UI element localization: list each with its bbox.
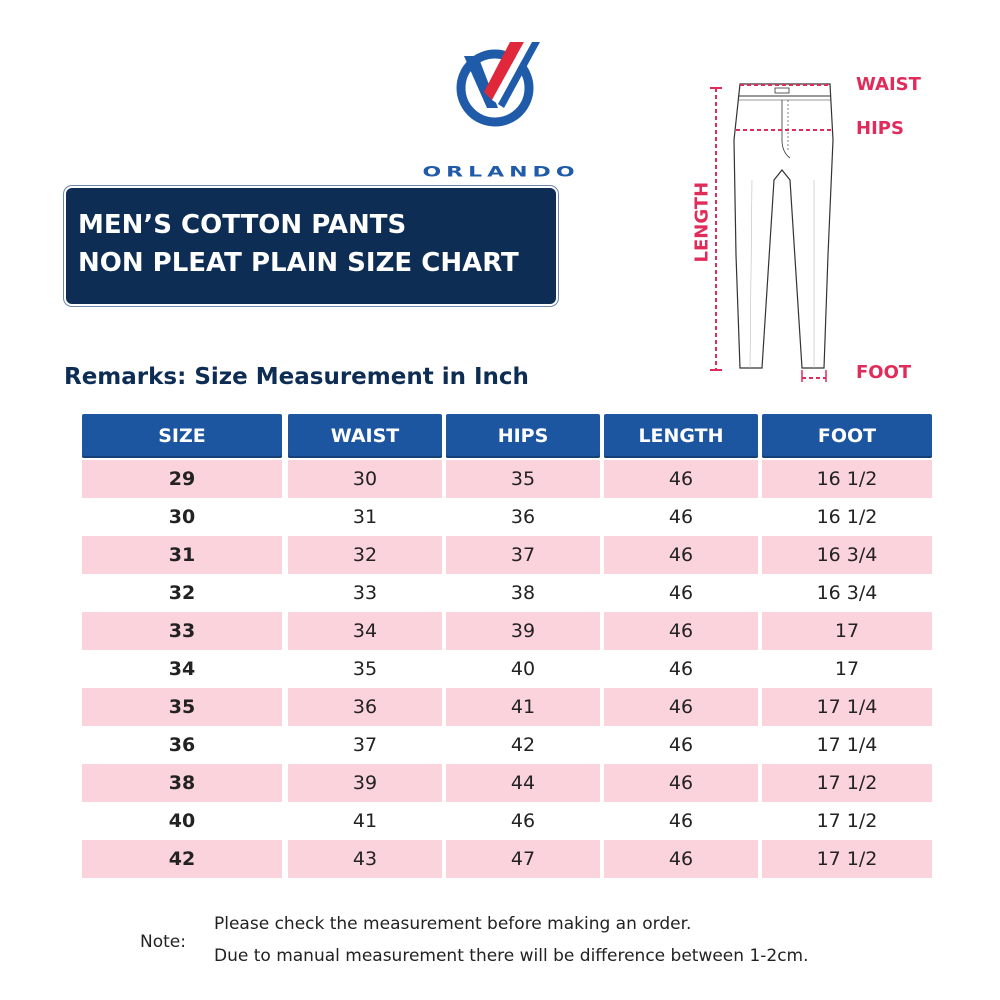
header-foot: FOOT xyxy=(762,414,932,458)
cell-hips: 41 xyxy=(446,688,600,726)
cell-size: 42 xyxy=(82,840,282,878)
remarks-text: Remarks: Size Measurement in Inch xyxy=(64,364,529,390)
title-banner xyxy=(66,188,556,304)
cell-waist: 31 xyxy=(352,506,378,528)
brand-name: ORLANDO xyxy=(422,164,580,181)
cell-size: 31 xyxy=(82,536,282,574)
header-hips: HIPS xyxy=(446,414,600,458)
cell-foot: 16 3/4 xyxy=(816,582,878,604)
cell-waist: 35 xyxy=(352,658,378,680)
foot-label: FOOT xyxy=(856,362,912,383)
cell-size: 32 xyxy=(168,582,196,604)
cell-waist: 30 xyxy=(288,460,442,498)
cell-length: 46 xyxy=(604,764,758,802)
cell-hips: 37 xyxy=(446,536,600,574)
cell-foot: 16 3/4 xyxy=(762,536,932,574)
title-line-2: NON PLEAT PLAIN SIZE CHART xyxy=(78,248,519,278)
cell-waist: 33 xyxy=(352,582,378,604)
cell-hips: 47 xyxy=(446,840,600,878)
cell-foot: 16 1/2 xyxy=(816,506,878,528)
cell-hips: 39 xyxy=(446,612,600,650)
cell-length: 46 xyxy=(668,734,694,756)
cell-foot: 17 1/4 xyxy=(762,688,932,726)
cell-size: 38 xyxy=(82,764,282,802)
cell-size: 40 xyxy=(168,810,196,832)
note-label: Note: xyxy=(140,932,186,952)
cell-waist: 37 xyxy=(352,734,378,756)
cell-hips: 46 xyxy=(510,810,536,832)
cell-length: 46 xyxy=(668,658,694,680)
hips-label: HIPS xyxy=(856,118,904,139)
waist-label: WAIST xyxy=(856,74,921,95)
header-size: SIZE xyxy=(82,414,282,458)
cell-length: 46 xyxy=(604,536,758,574)
cell-foot: 17 xyxy=(762,612,932,650)
cell-size: 35 xyxy=(82,688,282,726)
cell-foot: 16 1/2 xyxy=(762,460,932,498)
cell-waist: 41 xyxy=(352,810,378,832)
cell-size: 36 xyxy=(168,734,196,756)
note-line-2: Due to manual measurement there will be difference between 1-2cm. xyxy=(214,946,809,966)
cell-foot: 17 1/2 xyxy=(816,810,878,832)
title-line-1: MEN’S COTTON PANTS xyxy=(78,210,407,240)
cell-length: 46 xyxy=(668,810,694,832)
cell-foot: 17 1/4 xyxy=(816,734,878,756)
header-length: LENGTH xyxy=(604,414,758,458)
cell-hips: 42 xyxy=(510,734,536,756)
cell-hips: 36 xyxy=(510,506,536,528)
header-waist: WAIST xyxy=(288,414,442,458)
orlando-logo-mark xyxy=(360,38,640,148)
cell-waist: 34 xyxy=(288,612,442,650)
cell-length: 46 xyxy=(604,460,758,498)
cell-hips: 44 xyxy=(446,764,600,802)
cell-length: 46 xyxy=(604,840,758,878)
brand-logo xyxy=(360,38,640,181)
cell-waist: 43 xyxy=(288,840,442,878)
cell-size: 34 xyxy=(168,658,196,680)
cell-foot: 17 xyxy=(834,658,860,680)
length-label: LENGTH xyxy=(691,181,713,263)
cell-size: 33 xyxy=(82,612,282,650)
cell-hips: 40 xyxy=(510,658,536,680)
note-line-1: Please check the measurement before making an order. xyxy=(214,914,692,934)
cell-length: 46 xyxy=(604,612,758,650)
cell-hips: 35 xyxy=(446,460,600,498)
cell-size: 30 xyxy=(168,506,196,528)
pants-diagram xyxy=(690,70,1000,390)
cell-foot: 17 1/2 xyxy=(762,764,932,802)
cell-length: 46 xyxy=(604,688,758,726)
cell-hips: 38 xyxy=(510,582,536,604)
cell-waist: 39 xyxy=(288,764,442,802)
cell-length: 46 xyxy=(668,506,694,528)
cell-length: 46 xyxy=(668,582,694,604)
cell-waist: 32 xyxy=(288,536,442,574)
cell-waist: 36 xyxy=(288,688,442,726)
pants-illustration xyxy=(690,70,1000,390)
cell-foot: 17 1/2 xyxy=(762,840,932,878)
cell-size: 29 xyxy=(82,460,282,498)
